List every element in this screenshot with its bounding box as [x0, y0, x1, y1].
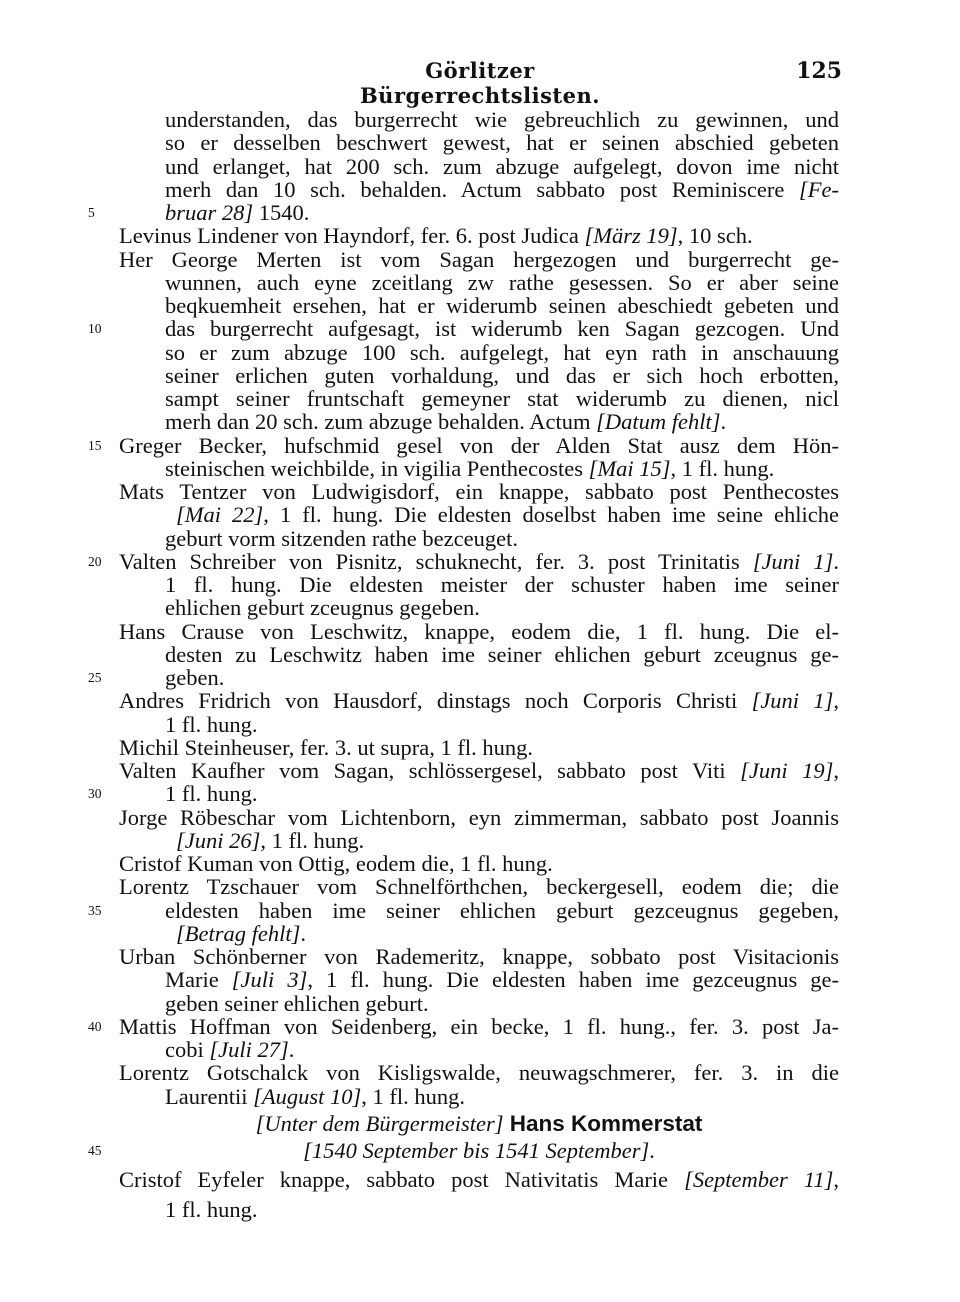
text-line	[0, 922, 960, 945]
running-header-title: Görlitzer Bürgerrechtslisten.	[359, 58, 601, 108]
text-line	[0, 1015, 960, 1038]
text-segment: ,	[833, 1167, 840, 1193]
text-segment: Cristof Eyfeler knappe, sabbato post Nativitatis Marie	[119, 1167, 685, 1193]
line-number: 45	[88, 1143, 102, 1158]
text-line	[0, 434, 960, 457]
text-segment: wunnen, auch eyne zceitlang zw rathe gesessen. So er aber seine	[165, 269, 839, 295]
text-segment: merh dan 20 sch. zum abzuge behalden. Actum	[165, 409, 597, 435]
text-segment: ,	[833, 688, 839, 714]
text-line	[0, 620, 960, 643]
text-segment: .	[833, 548, 840, 574]
text-segment: sampt seiner fruntschaft gemeyner stat widerumb zu dienen, nicl	[165, 386, 839, 411]
line-text	[176, 503, 839, 526]
line-text	[119, 806, 839, 829]
editorial-note: [Datum fehlt]	[596, 409, 721, 435]
text-line	[0, 341, 960, 364]
text-line	[0, 782, 960, 805]
text-segment: seiner erlichen guten vorhaldung, und das er sich hoch erbotten,	[165, 362, 839, 388]
line-number: 35	[88, 902, 102, 918]
line-text	[165, 387, 839, 410]
line-text	[165, 968, 839, 991]
line-number: 25	[88, 670, 102, 685]
text-segment: geben.	[165, 665, 225, 690]
line-text	[119, 689, 839, 712]
text-line	[0, 1038, 960, 1061]
text-line	[0, 852, 960, 875]
text-segment: understanden, das burgerrecht wie gebreuchlich zu gewinnen, und	[165, 107, 839, 132]
text-line	[0, 294, 960, 317]
text-line	[0, 178, 960, 201]
text-segment: Her George Merten ist vom Sagan hergezogen und burgerrecht ge-	[119, 246, 839, 272]
text-segment: Laurentii	[165, 1083, 254, 1109]
editorial-note: [Betrag fehlt]	[176, 920, 301, 946]
text-segment: 1 fl. hung. Die eldesten meister der schuster haben ime seiner	[165, 572, 839, 597]
line-text	[165, 294, 839, 317]
line-text	[165, 364, 839, 387]
text-line	[0, 527, 960, 550]
line-text	[119, 550, 839, 573]
editorial-note: [Fe-	[799, 176, 839, 202]
text-segment: .	[300, 920, 306, 946]
text-segment: , 10 sch.	[677, 223, 753, 249]
text-segment: Marie	[165, 967, 232, 993]
line-text	[165, 1038, 839, 1061]
text-line	[0, 1112, 960, 1135]
line-text	[165, 1085, 839, 1108]
text-line	[0, 736, 960, 759]
editorial-note: [Juni 1]	[751, 688, 834, 714]
text-segment: Cristof Kuman von Ottig, eodem die, 1 fl. hung.	[119, 851, 553, 876]
text-line	[0, 248, 960, 271]
editorial-note: [Mai 15]	[588, 455, 671, 481]
line-text	[119, 248, 839, 271]
text-segment: 1540.	[253, 200, 310, 225]
line-text	[119, 434, 839, 457]
line-text	[119, 852, 839, 875]
editorial-note: [Juni 1]	[752, 548, 834, 574]
editorial-note: [Juni 26]	[176, 827, 261, 853]
text-segment: ehlichen geburt zceugnus gegeben.	[165, 595, 480, 621]
text-line	[0, 806, 960, 829]
line-text	[119, 224, 839, 247]
text-segment: beqkuemheit ersehen, hat er widerumb seinen abeschiedt gebeten und	[165, 293, 839, 318]
text-line	[0, 457, 960, 480]
text-line	[0, 201, 960, 224]
text-segment: cobi	[165, 1037, 210, 1062]
text-line	[0, 1198, 960, 1221]
text-segment: Mattis Hoffman von Seidenberg, ein becke, 1 fl. hung., fer. 3. post Ja-	[119, 1013, 839, 1039]
text-segment: Mats Tentzer von Ludwigisdorf, ein knappe, sabbato post Penthecostes	[119, 479, 839, 504]
line-text	[165, 131, 839, 154]
line-text	[119, 759, 839, 782]
text-line	[0, 271, 960, 294]
line-text	[119, 1139, 839, 1162]
text-segment: geburt vorm sitzenden rathe bezceuget.	[165, 525, 518, 551]
line-text	[165, 201, 839, 224]
text-segment: das burgerrecht aufgesagt, ist widerumb ken Sagan gezcogen. Und	[165, 316, 839, 342]
text-segment: Jorge Röbeschar vom Lichtenborn, eyn zimmerman, sabbato post Joannis	[119, 804, 839, 830]
line-number: 30	[88, 786, 102, 802]
text-segment: Lorentz Gotschalck von Kisligswalde, neuwagschmerer, fer. 3. in die	[119, 1060, 839, 1086]
text-segment: so er desselben beschwert gewest, hat er seinen abschied gebeten	[165, 130, 839, 156]
line-text	[165, 155, 839, 178]
line-text	[165, 992, 839, 1015]
text-segment: .	[288, 1037, 295, 1062]
line-text	[165, 643, 839, 666]
line-number: 40	[88, 1018, 102, 1034]
line-text	[176, 829, 839, 852]
line-text	[165, 596, 839, 619]
text-line	[0, 666, 960, 689]
text-line	[0, 108, 960, 131]
text-line	[0, 829, 960, 852]
text-segment: eldesten haben ime seiner ehlichen geburt gezceugnus gegeben,	[165, 897, 839, 923]
text-segment: .	[720, 409, 727, 435]
text-segment: 1 fl. hung.	[165, 1196, 258, 1222]
editorial-note: [Juli 3]	[231, 967, 308, 993]
editorial-note: [Mai 22]	[176, 502, 264, 528]
text-segment: 1 fl. hung.	[165, 711, 258, 737]
line-text	[165, 271, 839, 294]
text-segment: und erlanget, hat 200 sch. zum abzuge aufgelegt, dovon ime nicht	[165, 153, 839, 179]
text-line	[0, 155, 960, 178]
text-line	[0, 387, 960, 410]
text-line	[0, 689, 960, 712]
line-text	[165, 1198, 839, 1221]
line-number: 5	[88, 205, 95, 220]
text-segment: Greger Becker, hufschmid gesel von der Alden Stat ausz dem Hön-	[119, 432, 839, 458]
text-segment: , 1 fl. hung.	[260, 827, 365, 853]
text-segment: so er zum abzuge 100 sch. aufgelegt, hat eyn rath in anschauung	[165, 339, 839, 365]
text-line	[0, 573, 960, 596]
editorial-note: [März 19]	[584, 223, 678, 249]
text-segment: 1 fl. hung.	[165, 781, 258, 807]
editorial-note: [Juli 27]	[209, 1037, 289, 1062]
line-text	[165, 899, 839, 922]
text-segment: desten zu Leschwitz haben ime seiner ehlichen geburt zceugnus ge-	[165, 641, 839, 667]
text-segment: Levinus Lindener von Hayndorf, fer. 6. post Judica	[119, 223, 585, 249]
line-text	[119, 1168, 839, 1191]
text-segment: .	[649, 1138, 655, 1163]
text-segment: Lorentz Tzschauer vom Schnelförthchen, beckergesell, eodem die; die	[119, 874, 839, 900]
line-text	[165, 108, 839, 131]
line-text	[165, 782, 839, 805]
text-segment: Michil Steinheuser, fer. 3. ut supra, 1 fl. hung.	[119, 734, 534, 760]
line-text	[119, 620, 839, 643]
text-line	[0, 364, 960, 387]
text-line	[0, 1168, 960, 1191]
text-line	[0, 1139, 960, 1162]
text-line	[0, 1061, 960, 1084]
editorial-note: [September 11]	[684, 1167, 834, 1193]
line-text	[165, 527, 839, 550]
text-line	[0, 945, 960, 968]
text-line	[0, 759, 960, 782]
text-segment: ,	[833, 758, 840, 783]
line-text	[119, 1112, 839, 1135]
editorial-note: [Unter dem Bürgermeister]	[255, 1110, 504, 1136]
line-text	[119, 1061, 839, 1084]
line-text	[165, 713, 839, 736]
text-line	[0, 968, 960, 991]
line-text	[176, 922, 839, 945]
text-segment: Hans Crause von Leschwitz, knappe, eodem die, 1 fl. hung. Die el-	[119, 618, 839, 644]
line-number: 15	[88, 437, 102, 453]
line-number: 20	[88, 553, 102, 569]
editorial-note: [Juni 19]	[740, 758, 834, 783]
text-line	[0, 875, 960, 898]
line-text	[165, 341, 839, 364]
text-segment: geben seiner ehlichen geburt.	[165, 990, 429, 1016]
editorial-note: bruar 28]	[165, 200, 254, 225]
line-text	[165, 573, 839, 596]
text-line	[0, 596, 960, 619]
text-segment: , 1 fl. hung.	[670, 455, 775, 481]
text-line	[0, 992, 960, 1015]
text-line	[0, 643, 960, 666]
text-segment: Urban Schönberner von Rademeritz, knappe, sobbato post Visitacionis	[119, 944, 839, 969]
editorial-note: [1540 September bis 1541 September]	[303, 1138, 650, 1163]
text-line	[0, 550, 960, 573]
line-text	[119, 1015, 839, 1038]
text-segment: Valten Kaufher vom Sagan, schlössergesel, sabbato post Viti	[119, 758, 741, 783]
text-segment: merh dan 10 sch. behalden. Actum sabbato post Reminiscere	[165, 176, 800, 202]
text-line	[0, 410, 960, 433]
text-line	[0, 503, 960, 526]
line-text	[119, 875, 839, 898]
page-number: 125	[796, 58, 842, 84]
line-text	[165, 178, 839, 201]
line-text	[165, 410, 839, 433]
line-text	[165, 666, 839, 689]
text-line	[0, 224, 960, 247]
text-segment: , 1 fl. hung. Die eldesten doselbst haben ime seine ehliche	[263, 502, 839, 528]
line-text	[165, 317, 839, 340]
text-line	[0, 480, 960, 503]
editorial-note: [August 10]	[253, 1083, 362, 1109]
text-line	[0, 899, 960, 922]
line-text	[119, 945, 839, 968]
line-text	[119, 480, 839, 503]
line-text	[119, 736, 839, 759]
heading-name: Hans Kommerstat	[503, 1110, 703, 1136]
text-segment: steinischen weichbilde, in vigilia Penthecostes	[165, 455, 589, 481]
text-segment: , 1 fl. hung. Die eldesten haben ime gezceugnus ge-	[307, 967, 839, 993]
line-text	[165, 457, 839, 480]
text-line	[0, 713, 960, 736]
text-segment: Andres Fridrich von Hausdorf, dinstags noch Corporis Christi	[119, 688, 752, 714]
text-line	[0, 131, 960, 154]
line-number: 10	[88, 321, 102, 337]
text-segment: Valten Schreiber von Pisnitz, schuknecht, fer. 3. post Trinitatis	[119, 548, 753, 574]
text-segment: , 1 fl. hung.	[361, 1083, 465, 1109]
text-line	[0, 317, 960, 340]
text-line	[0, 1085, 960, 1108]
